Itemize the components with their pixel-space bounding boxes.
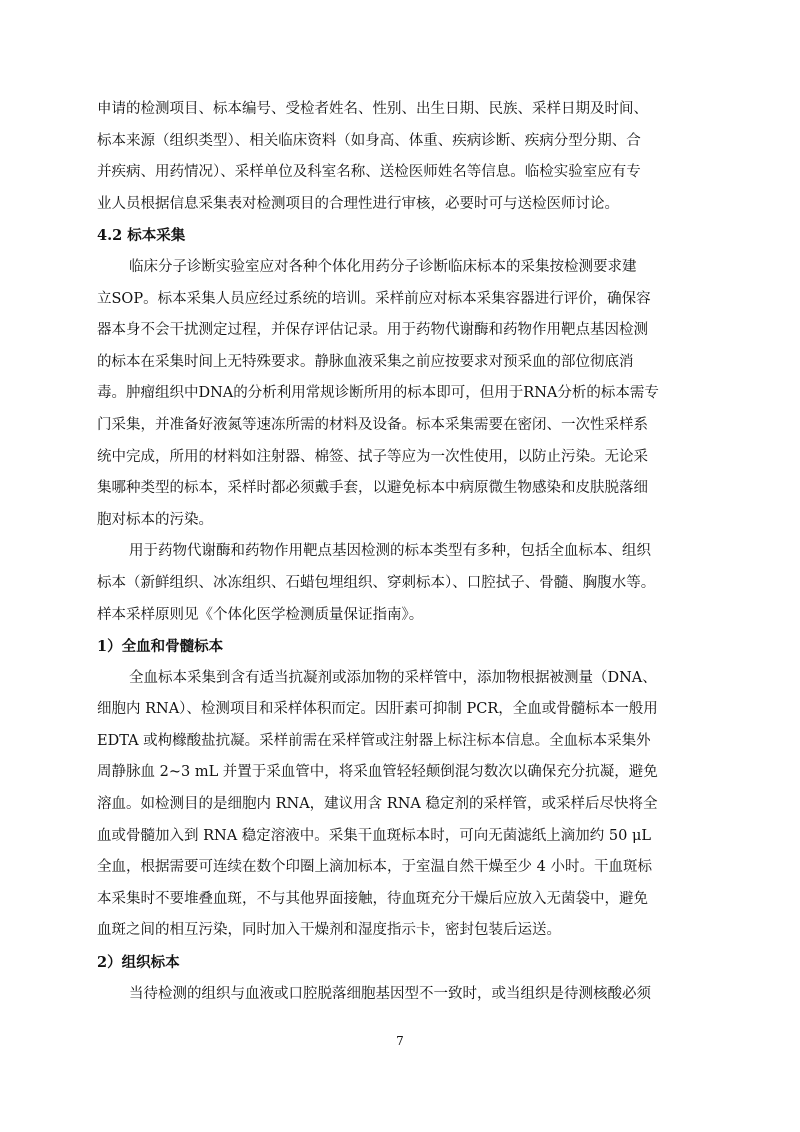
text-line: 溶血。如检测目的是细胞内 RNA，建议用含 RNA 稳定剂的采样管，或采样后尽快将全 <box>97 796 658 813</box>
text-line: 本采集时不要堆叠血斑，不与其他界面接触，待血斑充分干燥后应放入无菌袋中，避免 <box>97 890 648 907</box>
text-line: 当待检测的组织与血液或口腔脱落细胞基因型不一致时，或当组织是待测核酸必须 <box>129 985 651 1002</box>
text-line: 毒。肿瘤组织中DNA的分析利用常规诊断所用的标本即可，但用于RNA分析的标本需专 <box>97 385 659 402</box>
section-heading-4-2: 4.2 标本采集 <box>97 227 186 245</box>
text-line: 全血标本采集到含有适当抗凝剂或添加物的采样管中，添加物根据被测量（DNA、 <box>129 669 657 686</box>
text-line: 集哪种类型的标本，采样时都必须戴手套，以避免标本中病原微生物感染和皮肤脱落细 <box>97 480 648 497</box>
text-line: 门采集，并准备好液氮等速冻所需的材料及设备。标本采集需要在密闭、一次性采样系 <box>97 416 648 433</box>
page-body <box>97 94 707 1010</box>
text-line: 血或骨髓加入到 RNA 稳定溶液中。采集干血斑标本时，可向无菌滤纸上滴加约 50 μL <box>97 827 652 844</box>
text-line: 周静脉血 2~3 mL 并置于采血管中，将采血管轻轻颠倒混匀数次以确保充分抗凝，避免 <box>97 764 658 781</box>
paragraph-sample-info <box>97 94 707 220</box>
paragraph-specimen-types <box>97 536 707 631</box>
text-line: 临床分子诊断实验室应对各种个体化用药分子诊断临床标本的采集按检测要求建 <box>129 258 637 275</box>
text-line: 标本来源（组织类型）、相关临床资料（如身高、体重、疾病诊断、疾病分型分期、合 <box>97 132 641 149</box>
text-line: 全血，根据需要可连续在数个印圈上滴加标本，于室温自然干燥至少 4 小时。干血斑标 <box>97 859 652 876</box>
text-line: 标本（新鲜组织、冰冻组织、石蜡包埋组织、穿刺标本）、口腔拭子、骨髓、胸腹水等。 <box>97 574 656 591</box>
subheading-tissue: 2）组织标本 <box>97 954 180 972</box>
paragraph-specimen-collection <box>97 252 707 536</box>
text-line: EDTA 或枸橼酸盐抗凝。采样前需在采样管或注射器上标注标本信息。全血标本采集外 <box>97 732 651 749</box>
text-line: 业人员根据信息采集表对检测项目的合理性进行审核，必要时可与送检医师讨论。 <box>97 195 619 212</box>
subheading-whole-blood-marrow: 1）全血和骨髓标本 <box>97 638 224 656</box>
text-line: 样本采样原则见《个体化医学检测质量保证指南》。 <box>97 606 424 623</box>
text-line: 的标本在采集时间上无特殊要求。静脉血液采集之前应按要求对预采血的部位彻底消 <box>97 353 634 370</box>
page-number: 7 <box>396 1034 404 1048</box>
text-line: 并疾病、用药情况）、采样单位及科室名称、送检医师姓名等信息。临检实验室应有专 <box>97 164 641 181</box>
paragraph-tissue <box>97 979 707 1011</box>
paragraph-whole-blood <box>97 663 707 947</box>
text-line: 立SOP。标本采集人员应经过系统的培训。采样前应对标本采集容器进行评价，确保容 <box>97 290 651 307</box>
text-line: 器本身不会干扰测定过程，并保存评估记录。用于药物代谢酶和药物作用靶点基因检测 <box>97 322 648 339</box>
text-line: 细胞内 RNA）、检测项目和采样体积而定。因肝素可抑制 PCR，全血或骨髓标本一般用 <box>97 701 658 718</box>
text-line: 胞对标本的污染。 <box>97 511 213 528</box>
text-line: 用于药物代谢酶和药物作用靶点基因检测的标本类型有多种，包括全血标本、组织 <box>129 543 651 560</box>
text-line: 统中完成，所用的材料如注射器、棉签、拭子等应为一次性使用，以防止污染。无论采 <box>97 448 648 465</box>
text-line: 血斑之间的相互污染，同时加入干燥剂和湿度指示卡，密封包装后运送。 <box>97 922 561 939</box>
text-line: 申请的检测项目、标本编号、受检者姓名、性别、出生日期、民族、采样日期及时间、 <box>97 101 648 117</box>
